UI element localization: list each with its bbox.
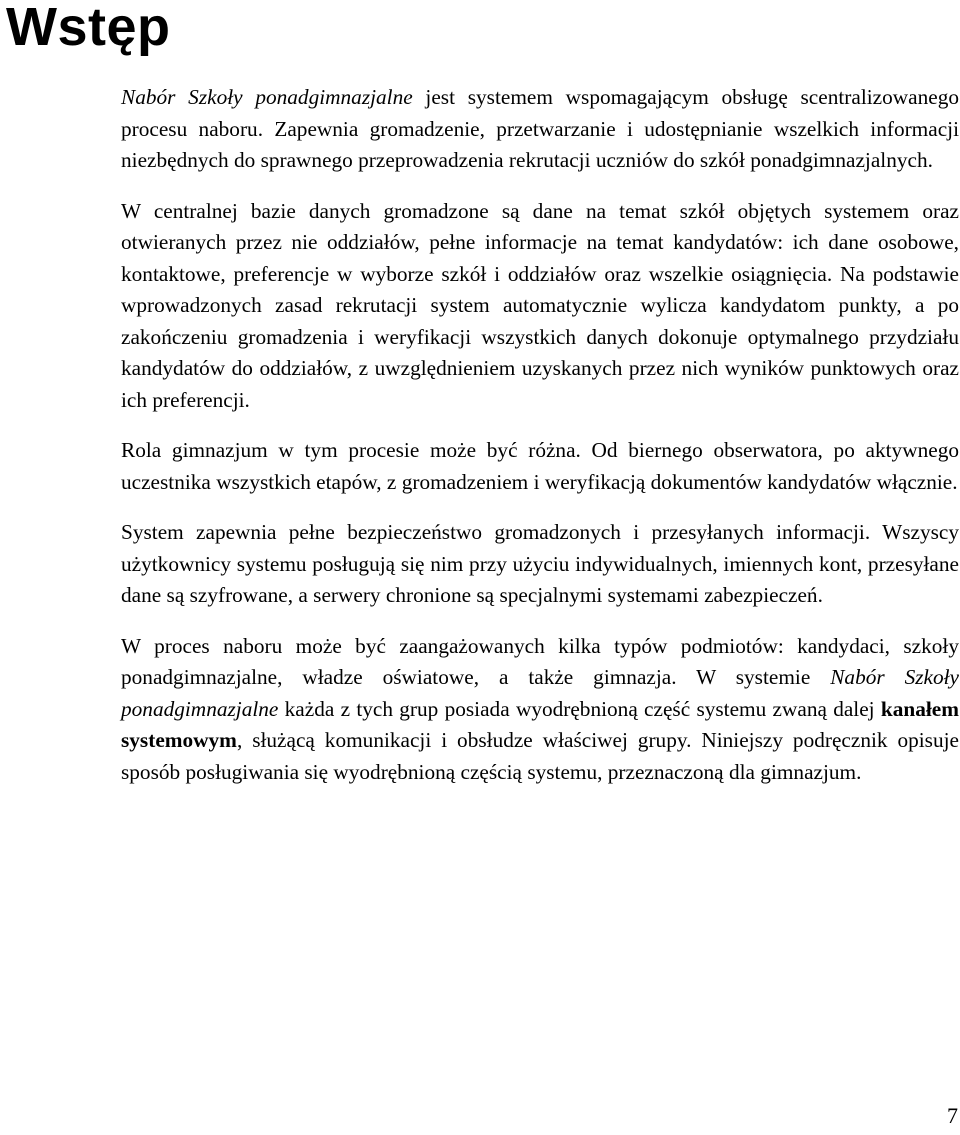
product-name: Nabór Szkoły ponadgimnazjalne bbox=[121, 665, 959, 721]
paragraph-1 bbox=[121, 82, 959, 177]
page-title: Wstęp bbox=[6, 0, 171, 57]
paragraph-text: System zapewnia pełne bezpieczeństwo gromadzonych i przesyłanych informacji. Wszyscy użytkownicy systemu posługują się nim przy użyciu indywidualnych, imiennych kont, przesyłane dane są szyfrowane, a serwery chronione są specjalnymi systemami zabezpieczeń. bbox=[121, 520, 959, 607]
paragraph-4 bbox=[121, 517, 959, 612]
product-name: Nabór Szkoły ponadgimnazjalne bbox=[121, 85, 413, 109]
page-number: 7 bbox=[947, 1103, 958, 1128]
paragraph-5 bbox=[121, 631, 959, 789]
paragraph-2 bbox=[121, 196, 959, 417]
paragraph-text: W proces naboru może być zaangażowanych kilka typów podmiotów: kandydaci, szkoły ponadgimnazjalne, władze oświatowe, a także gimnazja. W systemie bbox=[121, 633, 959, 689]
paragraph-text: Rola gimnazjum w tym procesie może być różna. Od biernego obserwatora, po aktywnego uczestnika wszystkich etapów, z gromadzeniem i weryfikacją dokumentów kandydatów włącznie. bbox=[121, 438, 959, 494]
paragraph-text: każda z tych grup posiada wyodrębnioną część systemu zwaną dalej bbox=[278, 696, 881, 721]
paragraph-3 bbox=[121, 435, 959, 498]
paragraph-text: , służącą komunikacji i obsłudze właściwej grupy. Niniejszy podręcznik opisuje sposób posługiwania się wyodrębnioną częścią systemu, przeznaczoną dla gimnazjum. bbox=[121, 728, 959, 784]
paragraph-text: jest systemem wspomagającym obsługę scentralizowanego procesu naboru. Zapewnia gromadzenie, przetwarzanie i udostępnianie wszelkich informacji niezbędnych do sprawnego przeprowadzenia rekrutacji uczniów do szkół ponadgimnazjalnych. bbox=[121, 85, 959, 172]
body-text bbox=[121, 82, 959, 788]
paragraph-text: W centralnej bazie danych gromadzone są dane na temat szkół objętych systemem oraz otwieranych przez nie oddziałów, pełne informacje na temat kandydatów: ich dane osobowe, kontaktowe, preferencje w wyborze szkół i oddziałów oraz wszelkie osiągnięcia. Na podstawie wprowadzonych zasad rekrutacji system automatycznie wylicza kandydatom punkty, a po zakończeniu gromadzenia i weryfikacji wszystkich danych dokonuje optymalnego przydziału kandydatów do oddziałów, z uwzględnieniem uzyskanych przez nich wyników punktowych oraz ich preferencji. bbox=[121, 198, 959, 412]
bold-term: kanałem systemowym bbox=[121, 696, 959, 752]
